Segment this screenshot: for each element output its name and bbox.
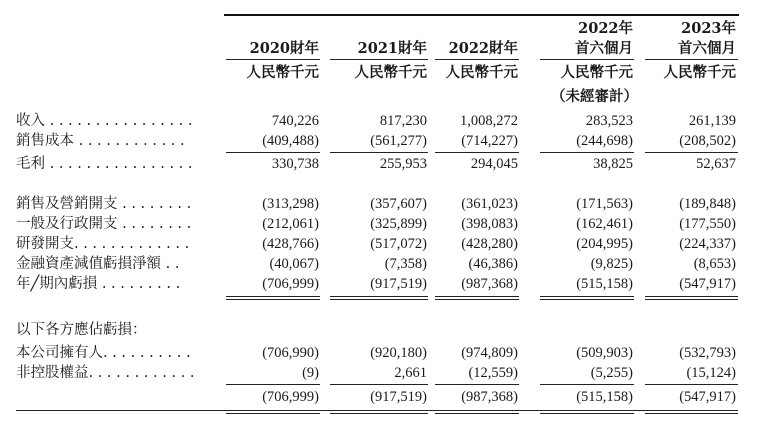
cell: (706,990) <box>262 345 319 361</box>
header-rule <box>540 59 634 60</box>
header-line2: 2021財年 <box>357 40 427 57</box>
subtotal-rule <box>226 152 320 153</box>
cell: (547,917) <box>679 389 736 405</box>
cell: (189,848) <box>679 196 736 212</box>
cell: (917,519) <box>370 276 427 292</box>
header-rule <box>435 59 519 60</box>
row-label: 金融資產減值虧損淨額 . . <box>16 256 180 272</box>
cell: (40,067) <box>269 256 319 272</box>
cell: (9,825) <box>590 256 633 272</box>
header-unit: 人民幣千元 <box>560 64 633 81</box>
header-unit: 人民幣千元 <box>246 64 319 81</box>
cell: (706,999) <box>262 276 319 292</box>
total-rule <box>540 296 634 297</box>
cell: (244,698) <box>576 133 633 149</box>
cell: (428,280) <box>461 236 518 252</box>
header-line1: 2023年 <box>681 20 736 37</box>
row-label: 銷售成本 . . . . . . . . . . . . <box>16 133 185 149</box>
total-rule <box>645 299 738 300</box>
cell: (515,158) <box>576 276 633 292</box>
cell: (409,488) <box>262 133 319 149</box>
cell: (361,023) <box>461 196 518 212</box>
subtotal-rule <box>330 384 428 385</box>
total-rule <box>226 299 320 300</box>
cell: 294,045 <box>470 156 518 172</box>
header-unit: 人民幣千元 <box>445 64 518 81</box>
subtotal-rule <box>226 384 320 385</box>
table-row <box>0 154 759 174</box>
subtotal-rule <box>540 152 634 153</box>
total-rule <box>330 299 428 300</box>
row-label: 年╱期內虧損 . . . . . . . . . <box>16 276 181 292</box>
cell: (987,368) <box>461 276 518 292</box>
cell: (974,809) <box>461 345 518 361</box>
total-rule <box>16 410 738 411</box>
total-rule <box>645 296 738 297</box>
subtotal-rule <box>435 384 519 385</box>
cell: (9) <box>302 365 319 381</box>
header-line2: 2022財年 <box>448 40 518 57</box>
total-rule <box>540 413 634 414</box>
table-row <box>0 194 759 214</box>
header-rule <box>330 59 428 60</box>
cell: 2,661 <box>394 365 427 381</box>
cell: (162,461) <box>576 216 633 232</box>
cell: (428,766) <box>262 236 319 252</box>
table-row <box>0 274 759 294</box>
subtotal-rule <box>330 152 428 153</box>
cell: (171,563) <box>576 196 633 212</box>
cell: 52,637 <box>696 156 736 172</box>
cell: 330,738 <box>271 156 319 172</box>
cell: 261,139 <box>688 113 736 129</box>
cell: 1,008,272 <box>460 113 518 129</box>
cell: (204,995) <box>576 236 633 252</box>
table-row <box>0 343 759 363</box>
table-row <box>0 387 759 407</box>
cell: (515,158) <box>576 389 633 405</box>
cell: (224,337) <box>679 236 736 252</box>
table-row <box>0 214 759 234</box>
cell: (532,793) <box>679 345 736 361</box>
cell: (987,368) <box>461 389 518 405</box>
subtotal-rule <box>645 152 738 153</box>
header-rule <box>226 59 320 60</box>
cell: (7,358) <box>384 256 427 272</box>
total-rule <box>645 413 738 414</box>
cell: (561,277) <box>370 133 427 149</box>
cell: 283,523 <box>585 113 633 129</box>
total-rule <box>435 299 519 300</box>
total-rule <box>330 413 428 414</box>
cell: (517,072) <box>370 236 427 252</box>
cell: (8,653) <box>693 256 736 272</box>
subtotal-rule <box>540 384 634 385</box>
cell: (313,298) <box>262 196 319 212</box>
table-row <box>0 234 759 254</box>
cell: (398,083) <box>461 216 518 232</box>
table-row <box>0 254 759 274</box>
cell: (5,255) <box>590 365 633 381</box>
cell: (177,550) <box>679 216 736 232</box>
header-line2: 首六個月 <box>575 40 633 57</box>
header-line1: 2022年 <box>578 20 633 37</box>
total-rule <box>435 296 519 297</box>
header-unit: 人民幣千元 <box>354 64 427 81</box>
cell: (46,386) <box>468 256 518 272</box>
cell: (212,061) <box>262 216 319 232</box>
table-row <box>0 363 759 383</box>
cell: 38,825 <box>593 156 633 172</box>
cell: (706,999) <box>262 389 319 405</box>
total-rule <box>226 413 320 414</box>
cell: 740,226 <box>271 113 319 129</box>
cell: (714,227) <box>461 133 518 149</box>
cell: 255,953 <box>379 156 427 172</box>
total-rule <box>435 413 519 414</box>
cell: (547,917) <box>679 276 736 292</box>
row-label: 毛利 . . . . . . . . . . . . . . . . <box>16 156 193 172</box>
cell: (509,903) <box>576 345 633 361</box>
total-rule <box>330 296 428 297</box>
header-note: （未經審計） <box>551 88 638 105</box>
cell: (12,559) <box>468 365 518 381</box>
row-label: 非控股權益. . . . . . . . . . . . <box>16 365 195 381</box>
header-unit: 人民幣千元 <box>663 64 736 81</box>
row-label: 研發開支. . . . . . . . . . . . . <box>16 236 190 252</box>
cell: (208,502) <box>679 133 736 149</box>
header-line2: 2020財年 <box>249 40 319 57</box>
cell: 817,230 <box>379 113 427 129</box>
header-line2: 首六個月 <box>678 40 736 57</box>
cell: (917,519) <box>370 389 427 405</box>
total-rule <box>226 296 320 297</box>
row-label: 收入 . . . . . . . . . . . . . . . . <box>16 113 193 129</box>
row-label: 銷售及營銷開支 . . . . . . . . <box>16 196 192 212</box>
cell: (15,124) <box>686 365 736 381</box>
subtotal-rule <box>645 384 738 385</box>
cell: (920,180) <box>370 345 427 361</box>
cell: (357,607) <box>370 196 427 212</box>
header-rule <box>645 59 738 60</box>
table-row <box>0 131 759 151</box>
table-row <box>0 111 759 131</box>
cell: (325,899) <box>370 216 427 232</box>
total-rule <box>540 299 634 300</box>
section-title: 以下各方應佔虧損： <box>16 322 147 338</box>
subtotal-rule <box>435 152 519 153</box>
top-rule <box>224 14 739 16</box>
row-label: 一般及行政開支 . . . . . . . . <box>16 216 192 232</box>
row-label: 本公司擁有人. . . . . . . . . . <box>16 345 191 361</box>
